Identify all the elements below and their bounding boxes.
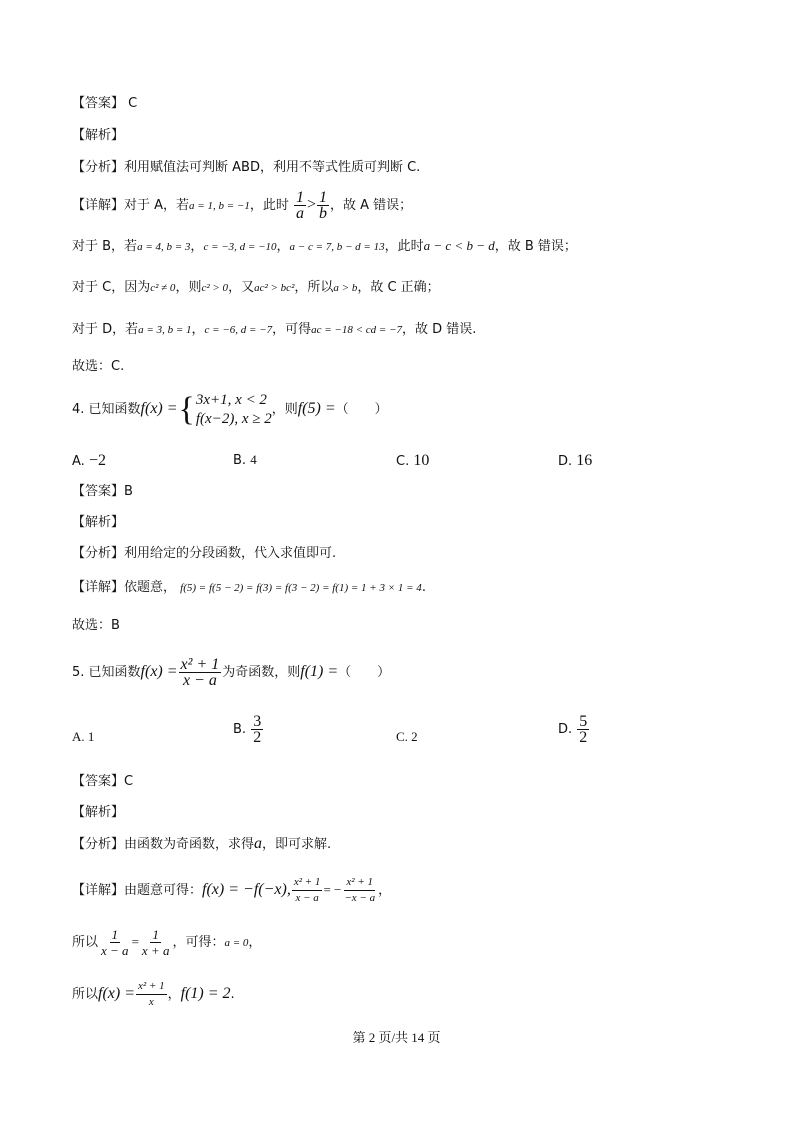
q4-stem: [72, 388, 388, 430]
so1-end: ，: [248, 935, 262, 950]
detail-calc: f(5) = f(5 − 2) = f(3) = f(3 − 2) = f(1) = 1 + 3 × 1 = 4: [180, 582, 422, 594]
so2-frac: [136, 979, 167, 1010]
q5-so1-line: [72, 920, 261, 964]
option-value: −2: [88, 452, 106, 469]
frac-den: x + a: [141, 943, 170, 958]
b-cond2: c = −3, d = −10: [203, 241, 277, 253]
c-post: ，故 C 正确；: [357, 280, 440, 295]
piecewise-brace: {: [178, 390, 195, 428]
frac-1-over-a: $\frac{1}{a}$: [295, 189, 304, 222]
d-cond3: ac = −18 < cd = −7: [311, 324, 403, 336]
c-mid3: ，所以: [294, 280, 334, 295]
frac-num: 1: [152, 927, 159, 942]
fenxi-label: 【分析】: [72, 160, 125, 175]
detail-eq1: f(x) = −f(−x),: [202, 881, 291, 898]
option-letter: D.: [558, 454, 573, 469]
option-letter: B.: [233, 722, 247, 737]
q3-detail-c-line: [72, 280, 440, 296]
q5-stem: [72, 650, 390, 694]
frac-num: 1: [111, 927, 119, 942]
b-post: ，故 B 错误；: [494, 239, 577, 254]
q5-fx: f(x) =: [140, 663, 178, 680]
answer-value: B: [124, 484, 133, 499]
c-cond2: c² > 0: [201, 282, 229, 294]
q5-stem-mid: 为奇函数，则: [222, 665, 301, 680]
b-cond4: a − c < b − d: [423, 238, 495, 253]
q5-option-d[interactable]: [558, 714, 590, 745]
detail-pre: 依题意，: [124, 580, 177, 595]
q4-answer-line: [72, 484, 133, 500]
d-cond1: a = 3, b = 1: [138, 324, 192, 336]
detail-a-mid: ，此时: [249, 198, 289, 213]
q5-fraction: [179, 657, 222, 688]
q5-option-a[interactable]: A. 1: [72, 729, 95, 744]
q5-option-c[interactable]: C. 2: [396, 729, 418, 744]
detail-label: 【详解】: [72, 883, 125, 898]
q4-option-a[interactable]: [72, 452, 106, 470]
d-post: ，故 D 错误.: [402, 322, 477, 337]
frac-den: −x − a: [344, 892, 376, 904]
option-letter: C.: [396, 454, 410, 469]
c-pre: 对于 C，因为: [72, 280, 151, 295]
detail-a-pre: 对于 A，若: [124, 198, 190, 213]
gt-sign: >: [306, 196, 317, 213]
q3-fenxi-line: [72, 160, 420, 176]
fenxi-text: 利用给定的分段函数，代入求值即可.: [124, 546, 337, 561]
c-mid2: ，又: [228, 280, 255, 295]
frac-num: x² + 1: [136, 979, 167, 995]
c-cond1: c² ≠ 0: [150, 282, 176, 294]
q3-detail-a-line: [72, 190, 412, 221]
c-mid1: ，则: [175, 280, 202, 295]
fenxi-pre: 由函数为奇函数，求得: [124, 837, 255, 852]
option-fraction: [577, 714, 589, 745]
q3-choose: 故选：C.: [72, 359, 125, 374]
fenxi-label: 【分析】: [72, 546, 125, 561]
so1-res: a = 0: [224, 937, 249, 949]
detail-end: ，: [378, 883, 392, 898]
q4-option-c[interactable]: [396, 452, 429, 470]
q4-paren: （ ）: [335, 402, 388, 417]
frac-num: x² + 1: [180, 656, 220, 673]
frac-den: x − a: [101, 943, 129, 958]
q4-fx: f(x) =: [140, 400, 178, 417]
case-2: f(x−2), x ≥ 2: [195, 410, 272, 427]
c-cond3: ac² > bc²: [254, 282, 295, 294]
frac-den: x − a: [182, 672, 217, 689]
so1-eq: =: [131, 934, 139, 949]
q4-stem-mid: ，则: [271, 402, 298, 417]
so2-fx: f(x) =: [98, 985, 136, 1002]
q4-stem-pre: 4. 已知函数: [72, 402, 141, 417]
option-value: 4: [250, 452, 257, 467]
frac-den: x − a: [295, 892, 319, 904]
detail-frac-1: [292, 875, 323, 906]
frac-den: 2: [579, 729, 588, 746]
answer-label: 【答案】: [72, 484, 125, 499]
d-cond2: c = −6, d = −7: [204, 324, 273, 336]
detail-a-cond: a = 1, b = −1: [189, 200, 250, 212]
frac-1-over-b: $\frac{1}{b}$: [319, 189, 328, 222]
frac-den: x: [148, 996, 154, 1008]
so2-pre: 所以: [72, 987, 99, 1002]
option-letter: A.: [72, 454, 85, 469]
so1-mid: ，可得：: [172, 935, 225, 950]
q3-answer-line: [72, 96, 137, 112]
so1-frac-1: [99, 927, 131, 958]
q5-analysis-label: 【解析】: [72, 805, 125, 820]
frac-num: 5: [579, 713, 588, 730]
q4-f5: f(5) =: [297, 400, 336, 417]
option-letter: D.: [558, 722, 573, 737]
q3-detail-b-line: 对于 B，若a = 4, b = 3，c = −3, d = −10，a − c = 7, b − d = 13，此时a − c < b − d，故 B 错误；: [72, 238, 577, 254]
detail-label: 【详解】: [72, 198, 125, 213]
so2-mid: ，: [167, 987, 181, 1002]
so1-frac-2: [140, 927, 172, 958]
q5-option-b[interactable]: [233, 714, 264, 745]
frac-num: x² + 1: [292, 875, 323, 891]
q5-paren: （ ）: [338, 665, 391, 680]
q4-choose: 故选：B: [72, 618, 120, 633]
q4-detail-line: 【详解】依题意， f(5) = f(5 − 2) = f(3) = f(3 − 2) = f(1) = 1 + 3 × 1 = 4.: [72, 580, 426, 595]
answer-value: C: [124, 774, 134, 789]
piecewise-cases: [196, 391, 272, 429]
c-cond4: a > b: [333, 282, 358, 294]
so2-res: f(1) = 2: [180, 985, 231, 1002]
q3-analysis-label: 【解析】: [72, 128, 125, 143]
b-cond1: a = 4, b = 3: [137, 241, 191, 253]
option-value: 16: [576, 452, 593, 469]
frac-num: 3: [253, 713, 262, 730]
q5-f1: f(1) =: [300, 663, 339, 680]
q5-so2-line: [72, 972, 235, 1016]
d-pre: 对于 D，若: [72, 322, 139, 337]
q4-analysis-label: 【解析】: [72, 515, 125, 530]
q5-fenxi-line: [72, 836, 331, 853]
frac-den: 2: [253, 729, 262, 746]
q5-stem-pre: 5. 已知函数: [72, 665, 141, 680]
b-mid: ，此时: [384, 239, 424, 254]
so1-pre: 所以: [72, 935, 99, 950]
case-1: 3x+1, x < 2: [195, 391, 267, 408]
q5-detail-line: [72, 868, 391, 912]
option-letter: B.: [233, 453, 247, 468]
q4-option-d[interactable]: [558, 452, 592, 470]
option-value: 10: [413, 452, 430, 469]
q4-option-b[interactable]: [233, 452, 257, 468]
b-pre: 对于 B，若: [72, 239, 138, 254]
answer-label: 【答案】: [72, 96, 125, 111]
fenxi-var: a: [254, 835, 263, 852]
frac-num: x² + 1: [344, 875, 375, 891]
fenxi-text: 利用赋值法可判断 ABD，利用不等式性质可判断 C.: [124, 160, 421, 175]
page-footer: 第 2 页/共 14 页: [352, 1030, 441, 1045]
detail-frac-2: [342, 875, 377, 906]
q5-answer-line: [72, 774, 133, 790]
so2-end: .: [230, 987, 235, 1002]
answer-label: 【答案】: [72, 774, 125, 789]
fenxi-label: 【分析】: [72, 837, 125, 852]
option-fraction: [251, 714, 263, 745]
b-cond3: a − c = 7, b − d = 13: [289, 241, 385, 253]
detail-label: 【详解】: [72, 580, 125, 595]
fenxi-post: ，即可求解.: [262, 837, 332, 852]
q3-detail-d-line: 对于 D，若a = 3, b = 1，c = −6, d = −7，可得ac = −18 < cd = −7，故 D 错误.: [72, 322, 477, 337]
d-mid: ，可得: [272, 322, 312, 337]
q4-fenxi-line: [72, 546, 336, 562]
detail-pre: 由题意可得：: [124, 883, 203, 898]
answer-value: C: [128, 96, 138, 111]
detail-eq: = −: [323, 882, 342, 897]
detail-a-post: ，故 A 错误；: [330, 198, 413, 213]
